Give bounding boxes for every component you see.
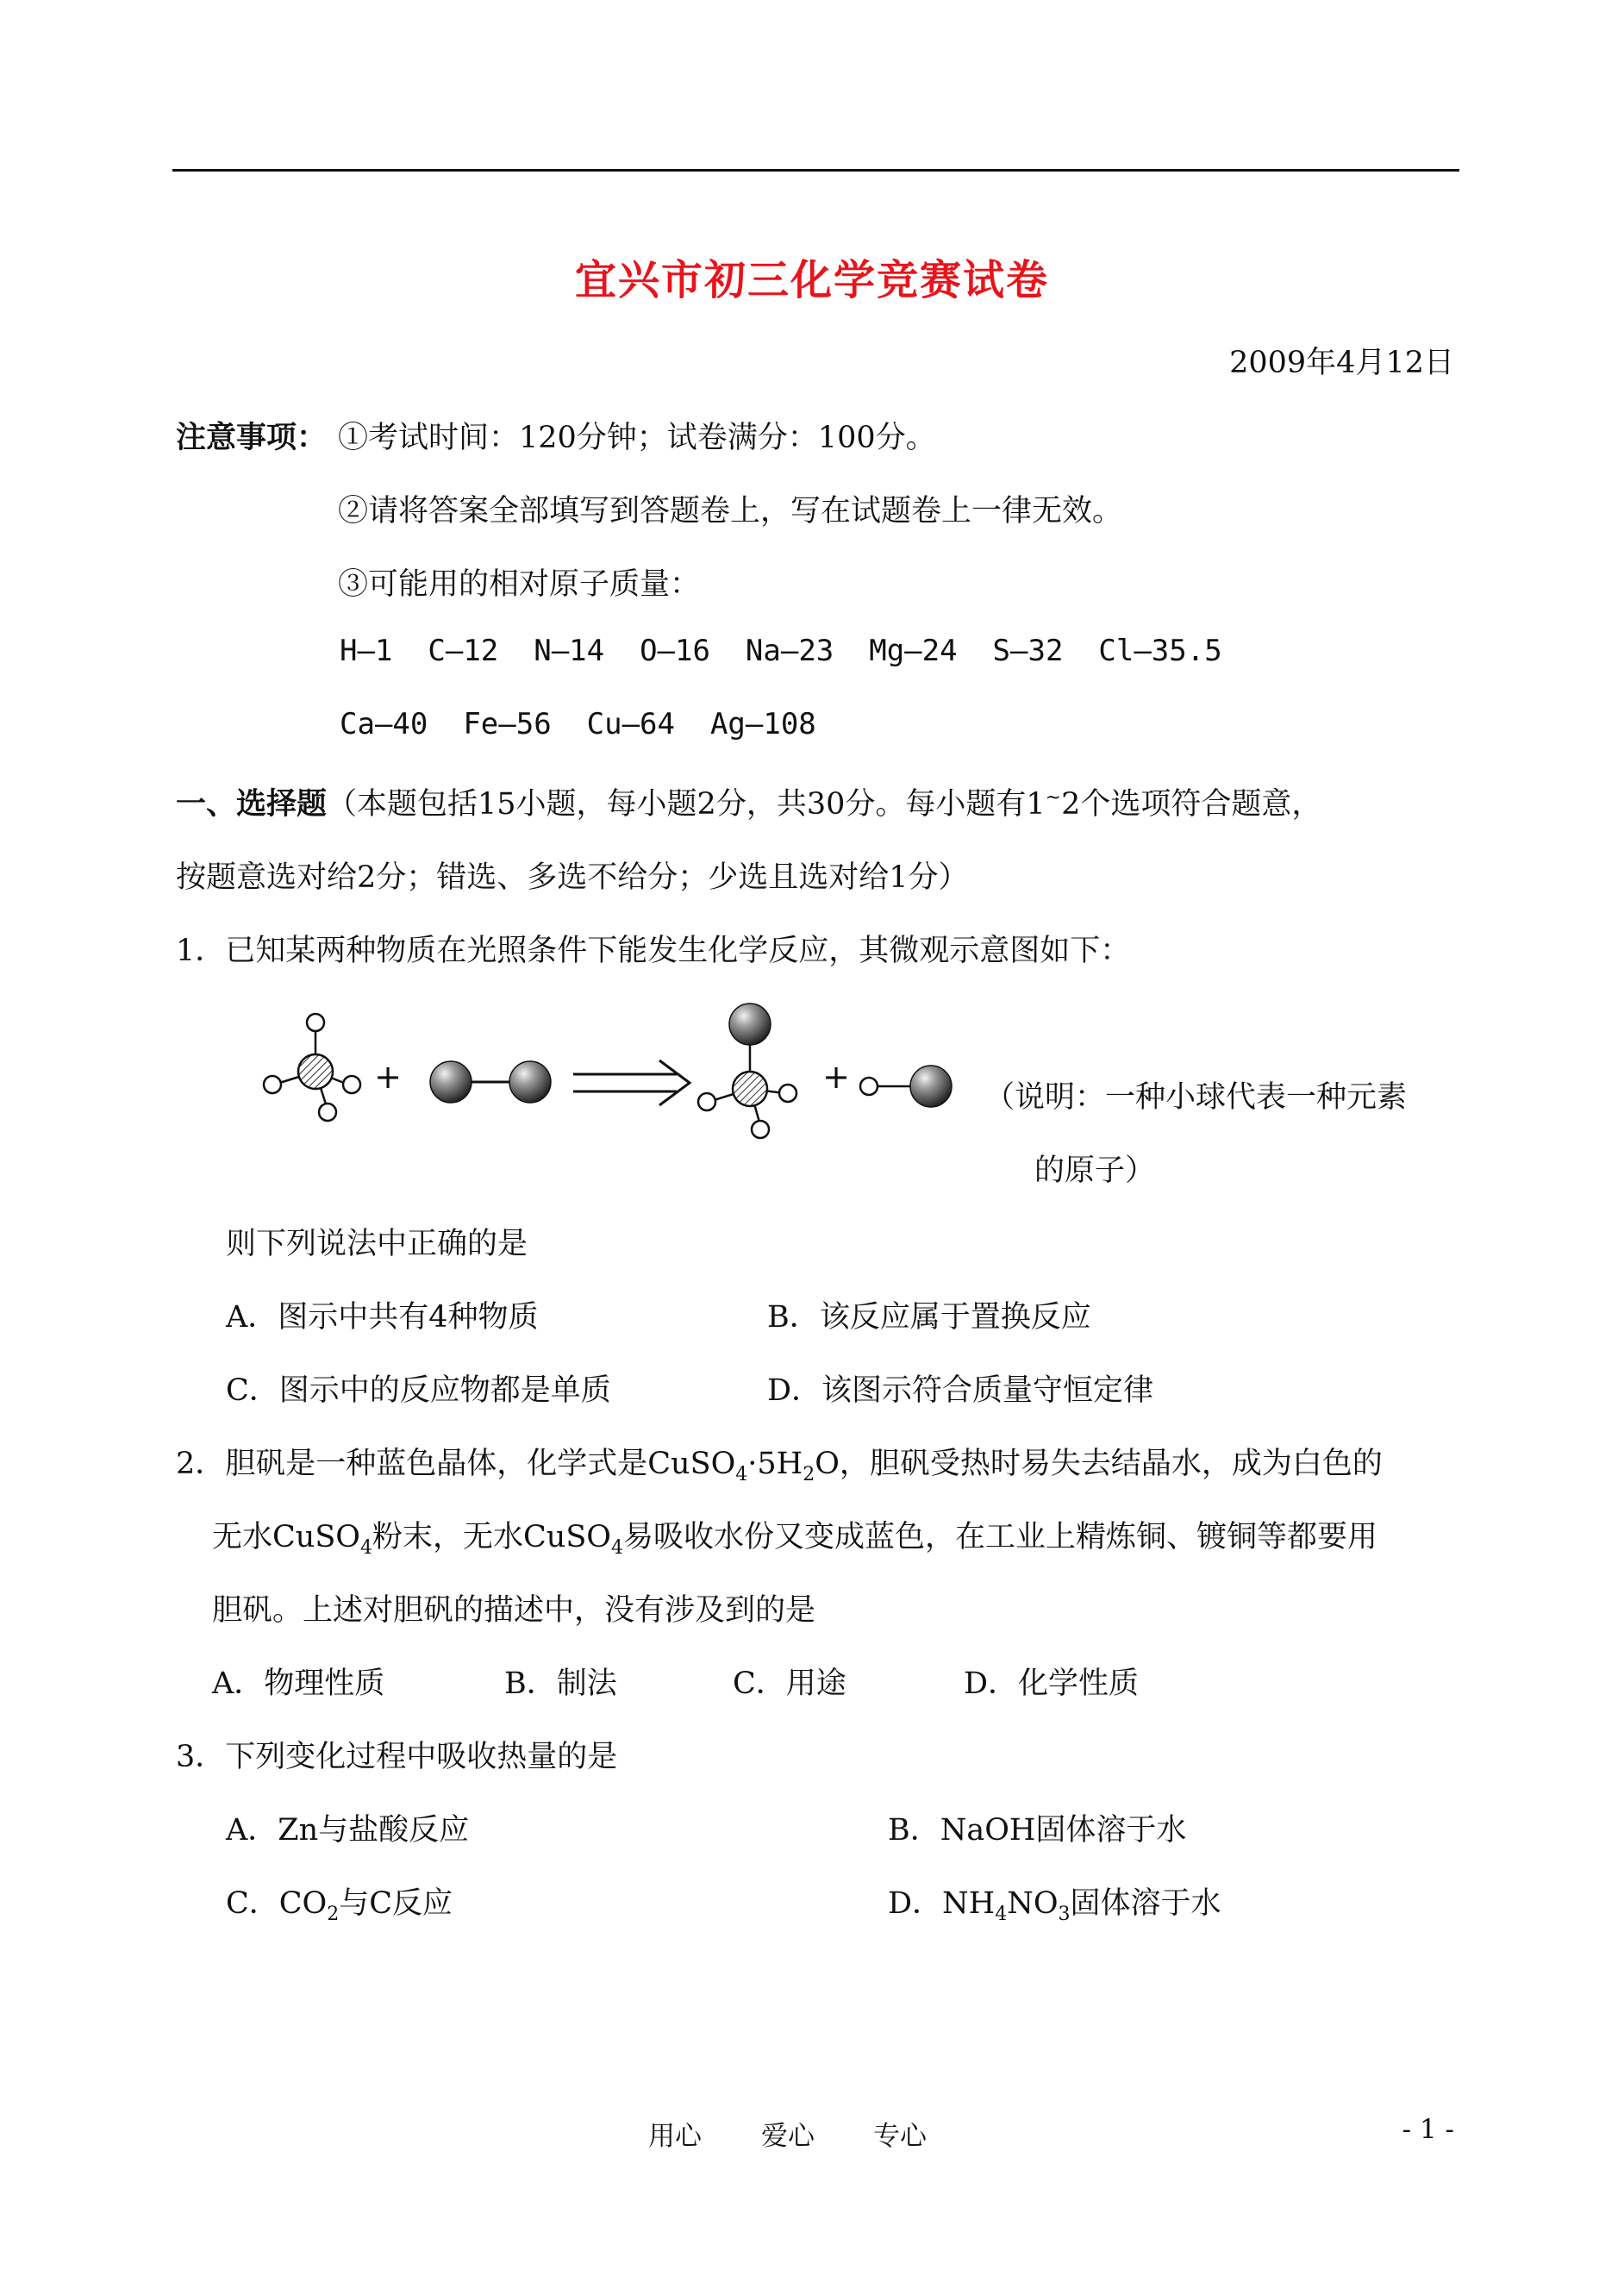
chloromethane-molecule [698,1004,796,1138]
q2-line-2-a: 无水CuSO [212,1520,360,1554]
mass-cu: Cu—64 [586,707,675,741]
q3-option-c-b: 与C反应 [339,1886,453,1921]
section1-intro-a: （本题包括15小题，每小题2分，共30分。每小题有1 [327,787,1046,822]
exam-title: 宜兴市初三化学竞赛试卷 [574,256,1049,304]
q2-option-a: A．物理性质 [212,1667,385,1701]
q3-option-b: B．NaOH固体溶于水 [888,1813,1187,1848]
header-rule [172,169,1459,172]
plus-sign-1 [374,1058,402,1096]
notice-item-1: ①考试时间：120分钟；试卷满分：100分。 [338,421,936,455]
reaction-arrow [573,1060,690,1105]
q3-option-a: A．Zn与盐酸反应 [226,1813,470,1848]
q2-line-2-b: 粉末，无水CuSO [372,1520,611,1554]
q2-sub-2: 2 [803,1464,815,1485]
q1-option-b: B．该反应属于置换反应 [767,1300,1091,1335]
q2-line-1-b: ·5H [747,1447,803,1481]
footer-slogan-1: 用心 [648,2121,702,2152]
q1-note-line-2: 的原子） [1034,1154,1156,1188]
mass-o: O—16 [640,634,710,668]
plus-sign-2 [822,1058,850,1096]
q3-option-d-b: NO [1007,1886,1059,1921]
notice-label: 注意事项： [176,420,328,455]
q3-option-d-a: D．NH [888,1886,996,1921]
page-number: - 1 - [1402,2114,1454,2145]
hydrogen-chloride-molecule [860,1066,952,1107]
section1-intro-b: 2个选项符合题意， [1061,787,1322,822]
q2-option-d: D．化学性质 [964,1667,1140,1701]
q2-option-c: C．用途 [733,1667,846,1701]
mass-na: Na—23 [745,634,834,668]
q3-sub-2: 2 [327,1904,340,1925]
q3-sub-4: 4 [995,1904,1008,1925]
q1-stem: 1．已知某两种物质在光照条件下能发生化学反应，其微观示意图如下： [176,934,1131,968]
section1-intro-line-2: 按题意选对给2分；错选、多选不给分；少选且选对给1分） [176,860,969,895]
q1-prompt: 则下列说法中正确的是 [226,1227,528,1261]
footer-slogan-3: 专心 [873,2121,927,2152]
exam-date: 2009年4月12日 [1229,346,1454,380]
notice-item-3: ③可能用的相对原子质量： [338,567,701,602]
q3-option-c [226,1879,453,1925]
mass-cl: Cl—35.5 [1098,634,1222,668]
q2-line-1-c: O，胆矾受热时易失去结晶水，成为白色的 [815,1447,1383,1481]
q2-line-1-a: 2．胆矾是一种蓝色晶体，化学式是CuSO [176,1447,736,1481]
chlorine-molecule [430,1061,551,1103]
q1-note-line-1: （说明：一种小球代表一种元素 [984,1080,1408,1115]
footer-slogan-2: 爱心 [761,2121,815,2152]
section1-tilde: ~ [1045,787,1062,809]
q2-sub-4-a: 4 [735,1464,748,1485]
mass-fe: Fe—56 [463,707,552,741]
q2-line-2 [212,1513,1377,1559]
q1-option-c: C．图示中的反应物都是单质 [226,1373,611,1408]
atomic-masses-line-1 [340,634,1222,668]
mass-mg: Mg—24 [869,634,958,668]
mass-h: H—1 [340,634,393,668]
atomic-masses-line-2 [340,707,816,741]
q3-option-d [888,1879,1221,1925]
mass-ag: Ag—108 [709,707,816,741]
section1-intro [176,780,1321,823]
plus-text-1: + [374,1058,402,1096]
q2-sub-4-c: 4 [611,1537,623,1559]
q1-option-a: A．图示中共有4种物质 [226,1300,539,1335]
q2-sub-4-b: 4 [360,1537,372,1559]
mass-s: S—32 [992,634,1064,668]
q3-option-d-c: 固体溶于水 [1070,1886,1221,1921]
q1-option-d: D．该图示符合质量守恒定律 [767,1373,1154,1408]
q3-sub-3: 3 [1058,1904,1071,1925]
methane-molecule [264,1014,360,1121]
notice-item-2: ②请将答案全部填写到答题卷上，写在试题卷上一律无效。 [338,494,1123,528]
mass-n: N—14 [534,634,605,668]
mass-c: C—12 [428,634,499,668]
section1-heading: 一、选择题 [176,786,328,822]
mass-ca: Ca—40 [340,707,428,741]
q2-line-2-c: 易吸收水份又变成蓝色，在工业上精炼铜、镀铜等都要用 [623,1520,1378,1554]
q2-line-1 [176,1440,1383,1485]
q3-option-c-a: C．CO [226,1886,328,1921]
reaction-diagram [250,991,983,1147]
q2-line-3: 胆矾。上述对胆矾的描述中，没有涉及到的是 [212,1593,816,1628]
plus-text-2: + [822,1058,850,1096]
q2-option-b: B．制法 [504,1667,617,1701]
q3-stem: 3．下列变化过程中吸收热量的是 [176,1740,618,1774]
